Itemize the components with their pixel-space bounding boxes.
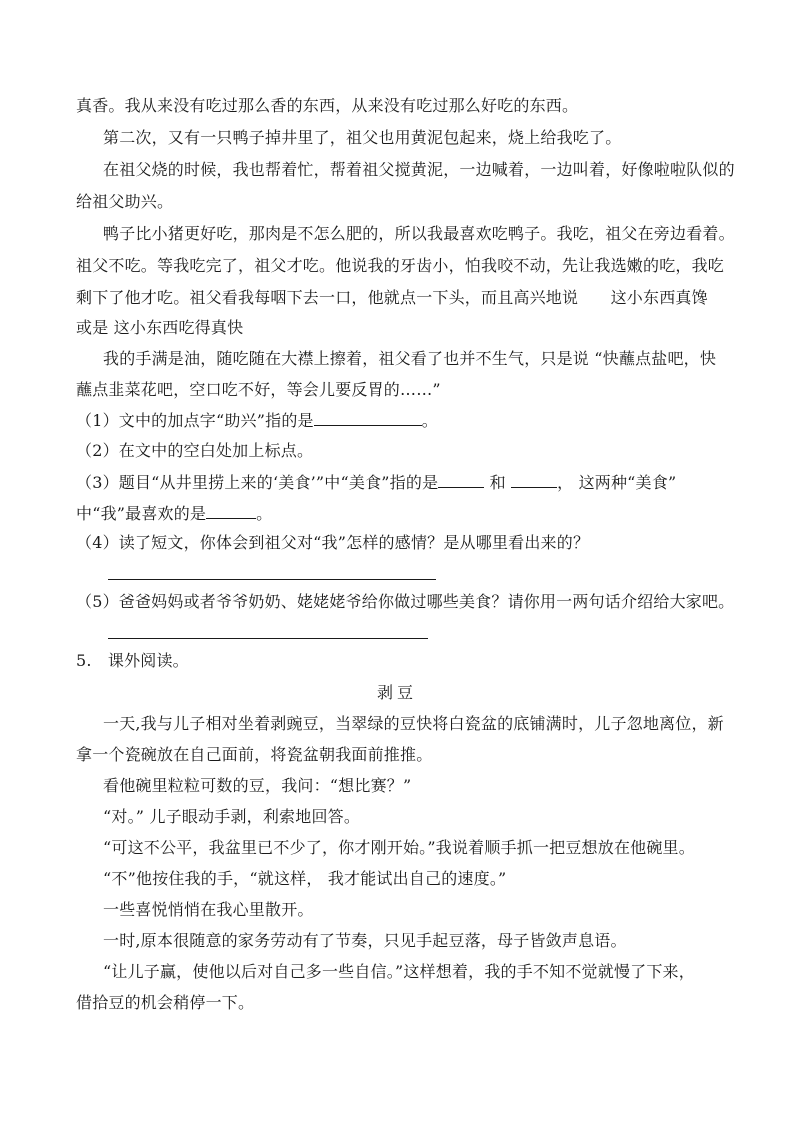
article-title: 剥豆 — [376, 683, 417, 702]
question-2: （2）在文中的空白处加上标点。 — [76, 441, 314, 460]
question-3-and: 和 — [489, 473, 506, 492]
answer-line[interactable] — [108, 579, 436, 580]
passage-line: 给祖父助兴。 — [76, 192, 174, 211]
answer-line[interactable] — [108, 638, 428, 639]
question-3-line2 — [76, 503, 726, 524]
article-line: 一些喜悦悄悄在我心里散开。 — [103, 900, 314, 919]
question-3-text: （3）题目“从井里捞上来的‘美食’”中“美食”指的是 — [76, 473, 439, 492]
question-3-mid: ， 这两种“美食” — [557, 473, 677, 492]
question-1-text: （1）文中的加点字“助兴”指的是 — [76, 411, 314, 430]
article-line: “让儿子赢，使他以后对自己多一些自信。”这样想着，我的手不知不觉就慢了下来， — [103, 962, 695, 981]
passage-line: 第二次，又有一只鸭子掉井里了，祖父也用黄泥包起来，烧上给我吃了。 — [103, 128, 622, 147]
answer-blank[interactable] — [206, 503, 256, 519]
passage-line: 在祖父烧的时候，我也帮着忙，帮着祖父搅黄泥，一边喊着，一边叫着，好像啦啦队似的 — [103, 160, 735, 179]
answer-blank[interactable] — [314, 410, 422, 426]
passage-line: 祖父不吃。等我吃完了，祖父才吃。他说我的牙齿小，怕我咬不动，先让我选嫩的吃，我吃 — [76, 256, 725, 275]
question-3-line2-text: 中“我”最喜欢的是 — [76, 504, 207, 523]
article-line: “对。” 儿子眼动手剥，利索地回答。 — [103, 807, 361, 826]
answer-blank[interactable] — [511, 472, 557, 488]
article-line: 一时,原本很随意的家务劳动有了节奏，只见手起豆落，母子皆敛声息语。 — [103, 931, 627, 950]
passage-line: 真香。我从来没有吃过那么香的东西，从来没有吃过那么好吃的东西。 — [76, 96, 579, 115]
question-1 — [76, 410, 726, 431]
question-3 — [76, 472, 726, 493]
article-line: 一天,我与儿子相对坐着剥豌豆，当翠绿的豆快将白瓷盆的底铺满时，儿子忽地离位，新 — [103, 714, 724, 733]
article-line: 拿一个瓷碗放在自己面前，将瓷盆朝我面前推推。 — [76, 745, 433, 764]
article-line: 借拾豆的机会稍停一下。 — [76, 993, 255, 1012]
question-1-suffix: 。 — [421, 411, 438, 430]
passage-line: 我的手满是油，随吃随在大襟上擦着，祖父看了也并不生气，只是说 “快蘸点盐吧，快 — [103, 349, 717, 368]
article-line: 看他碗里粒粒可数的豆，我问：“想比赛？” — [103, 776, 412, 795]
answer-blank[interactable] — [438, 472, 484, 488]
passage-line: 鸭子比小猪更好吃，那肉是不怎么肥的，所以我最喜欢吃鸭子。我吃，祖父在旁边看着。 — [103, 224, 735, 243]
section-heading: 5. 课外阅读。 — [76, 651, 189, 670]
passage-line: 或是 这小东西吃得真快 — [76, 318, 244, 337]
article-line: “可这不公平，我盆里已不少了，你才刚开始。”我说着顺手抓一把豆想放在他碗里。 — [103, 838, 695, 857]
passage-line: 蘸点韭菜花吧，空口吃不好，等会儿要反胃的……” — [76, 380, 441, 399]
passage-line: 剩下了他才吃。祖父看我每咽下去一口，他就点一下头，而且高兴地说 这小东西真馋 — [76, 288, 708, 307]
article-line: “不”他按住我的手，“就这样， 我才能试出自己的速度。” — [103, 869, 507, 888]
question-4: （4）读了短文，你体会到祖父对“我”怎样的感情？是从哪里看出来的？ — [76, 533, 590, 552]
question-3-line2-suffix: 。 — [256, 504, 273, 523]
question-5: （5）爸爸妈妈或者爷爷奶奶、姥姥姥爷给你做过哪些美食？请你用一两句话介绍给大家吧。 — [76, 592, 735, 611]
